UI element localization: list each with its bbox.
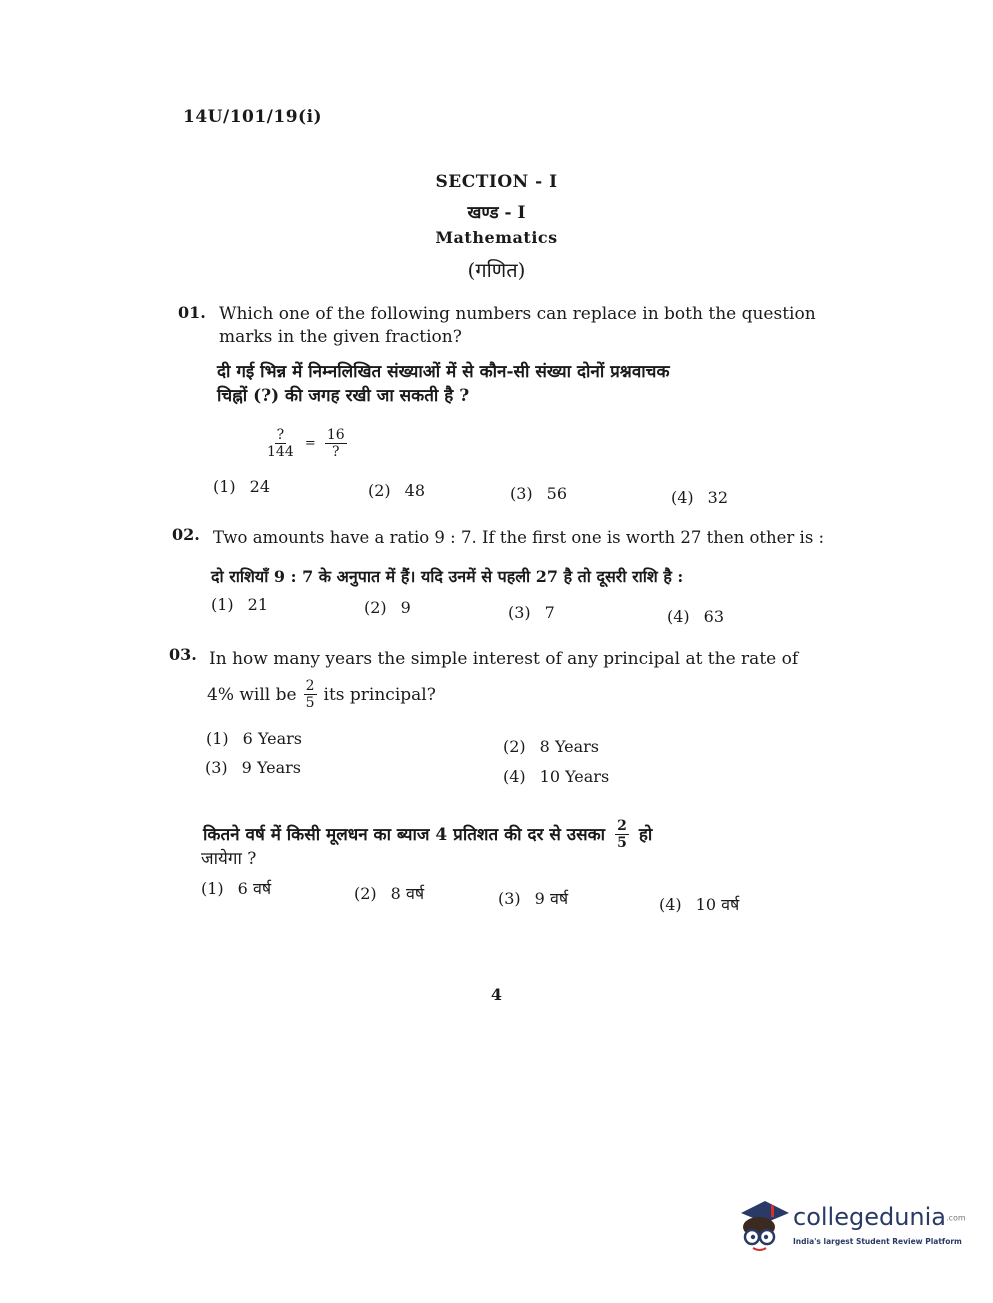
option-1[interactable] — [206, 729, 302, 748]
option-number: (1) — [213, 477, 236, 496]
subject-title: Mathematics — [435, 228, 558, 247]
fraction-two-fifths — [304, 678, 317, 711]
brand-tagline: India's largest Student Review Platform — [793, 1237, 962, 1246]
denominator: 5 — [305, 695, 315, 711]
option-2[interactable] — [364, 598, 411, 617]
fraction-right — [325, 427, 347, 460]
option-4[interactable] — [671, 488, 728, 507]
question-text-en: Which one of the following numbers can replace in both the question — [219, 304, 816, 324]
option-text: 10 Years — [539, 767, 610, 786]
option-2[interactable] — [503, 737, 599, 756]
question-number: 02. — [172, 525, 200, 544]
option-number: (3) — [510, 484, 533, 503]
option-text: 9 वर्ष — [534, 889, 569, 908]
text-segment: 4% will be — [207, 684, 297, 705]
option-number: (4) — [503, 767, 526, 786]
option-number: (3) — [508, 603, 531, 622]
fraction-left — [265, 427, 296, 460]
question-text-hi-line1 — [203, 818, 652, 851]
option-4-hi[interactable] — [659, 893, 739, 915]
option-number: (2) — [354, 884, 377, 903]
page-number: 4 — [490, 985, 503, 1004]
option-4[interactable] — [503, 767, 609, 786]
option-2-hi[interactable] — [354, 882, 424, 904]
option-number: (1) — [206, 729, 229, 748]
denominator: 5 — [617, 835, 627, 851]
option-text: 9 Years — [241, 758, 301, 777]
option-number: (4) — [671, 488, 694, 507]
mascot-icon — [735, 1195, 791, 1255]
denominator: 144 — [267, 444, 294, 460]
option-3[interactable] — [510, 484, 567, 503]
question-text-en: Two amounts have a ratio 9 : 7. If the first one is worth 27 then other is : — [213, 528, 825, 547]
option-text: 24 — [249, 477, 271, 496]
fraction-equation — [265, 427, 347, 460]
option-2[interactable] — [368, 481, 425, 500]
numerator: 16 — [326, 427, 345, 443]
text-segment: its principal? — [323, 684, 436, 705]
option-number: (3) — [205, 758, 228, 777]
option-1-hi[interactable] — [201, 877, 271, 899]
denominator: ? — [331, 444, 340, 460]
question-text-en: In how many years the simple interest of any principal at the rate of — [209, 649, 799, 669]
equals-sign: = — [304, 436, 316, 451]
option-number: (4) — [659, 895, 682, 914]
numerator: ? — [276, 427, 285, 443]
option-3[interactable] — [508, 603, 555, 622]
option-number: (2) — [364, 598, 387, 617]
option-text: 6 Years — [242, 729, 302, 748]
subject-title-hindi: (गणित) — [467, 258, 526, 282]
option-number: (1) — [211, 595, 234, 614]
numerator: 2 — [305, 678, 315, 694]
question-text-hi: चिह्नों (?) की जगह रखी जा सकती है ? — [217, 386, 470, 406]
section-title: SECTION - I — [435, 172, 558, 192]
brand-text: collegedunia — [793, 1203, 947, 1231]
option-1[interactable] — [213, 477, 270, 496]
brand-suffix: .com — [946, 1213, 966, 1223]
option-3-hi[interactable] — [498, 887, 568, 909]
fraction-two-fifths-hi — [615, 818, 629, 851]
option-text: 6 वर्ष — [237, 879, 272, 898]
option-text: 56 — [546, 484, 568, 503]
question-text-en: marks in the given fraction? — [219, 327, 462, 347]
question-number: 03. — [169, 645, 197, 664]
question-text-en-line2 — [207, 678, 436, 711]
option-text: 8 वर्ष — [390, 884, 425, 903]
option-text: 7 — [544, 603, 555, 622]
option-4[interactable] — [667, 607, 724, 626]
option-1[interactable] — [211, 595, 268, 614]
question-text-hi: दी गई भिन्न में निम्नलिखित संख्याओं में से कौन-सी संख्या दोनों प्रश्नवाचक — [217, 362, 670, 382]
option-number: (3) — [498, 889, 521, 908]
section-title-hindi: खण्ड - I — [467, 203, 526, 223]
collegedunia-watermark[interactable] — [735, 1195, 965, 1265]
option-number: (2) — [503, 737, 526, 756]
paper-code: 14U/101/19(i) — [183, 107, 323, 127]
option-text: 63 — [703, 607, 725, 626]
brand-name — [793, 1203, 966, 1231]
question-text-hi: जायेगा ? — [201, 849, 257, 869]
question-text-hi: दो राशियाँ 9 : 7 के अनुपात में हैं। यदि उनमें से पहली 27 है तो दूसरी राशि है : — [211, 567, 684, 586]
option-text: 9 — [400, 598, 411, 617]
option-3[interactable] — [205, 758, 301, 777]
option-text: 48 — [404, 481, 426, 500]
text-segment: हो — [638, 824, 653, 845]
text-segment: कितने वर्ष में किसी मूलधन का ब्याज 4 प्रतिशत की दर से उसका — [203, 824, 606, 845]
option-text: 10 वर्ष — [695, 895, 740, 914]
option-text: 32 — [707, 488, 729, 507]
option-number: (2) — [368, 481, 391, 500]
question-number: 01. — [178, 303, 206, 322]
option-number: (4) — [667, 607, 690, 626]
option-text: 8 Years — [539, 737, 599, 756]
numerator: 2 — [617, 818, 627, 834]
option-number: (1) — [201, 879, 224, 898]
option-text: 21 — [247, 595, 269, 614]
